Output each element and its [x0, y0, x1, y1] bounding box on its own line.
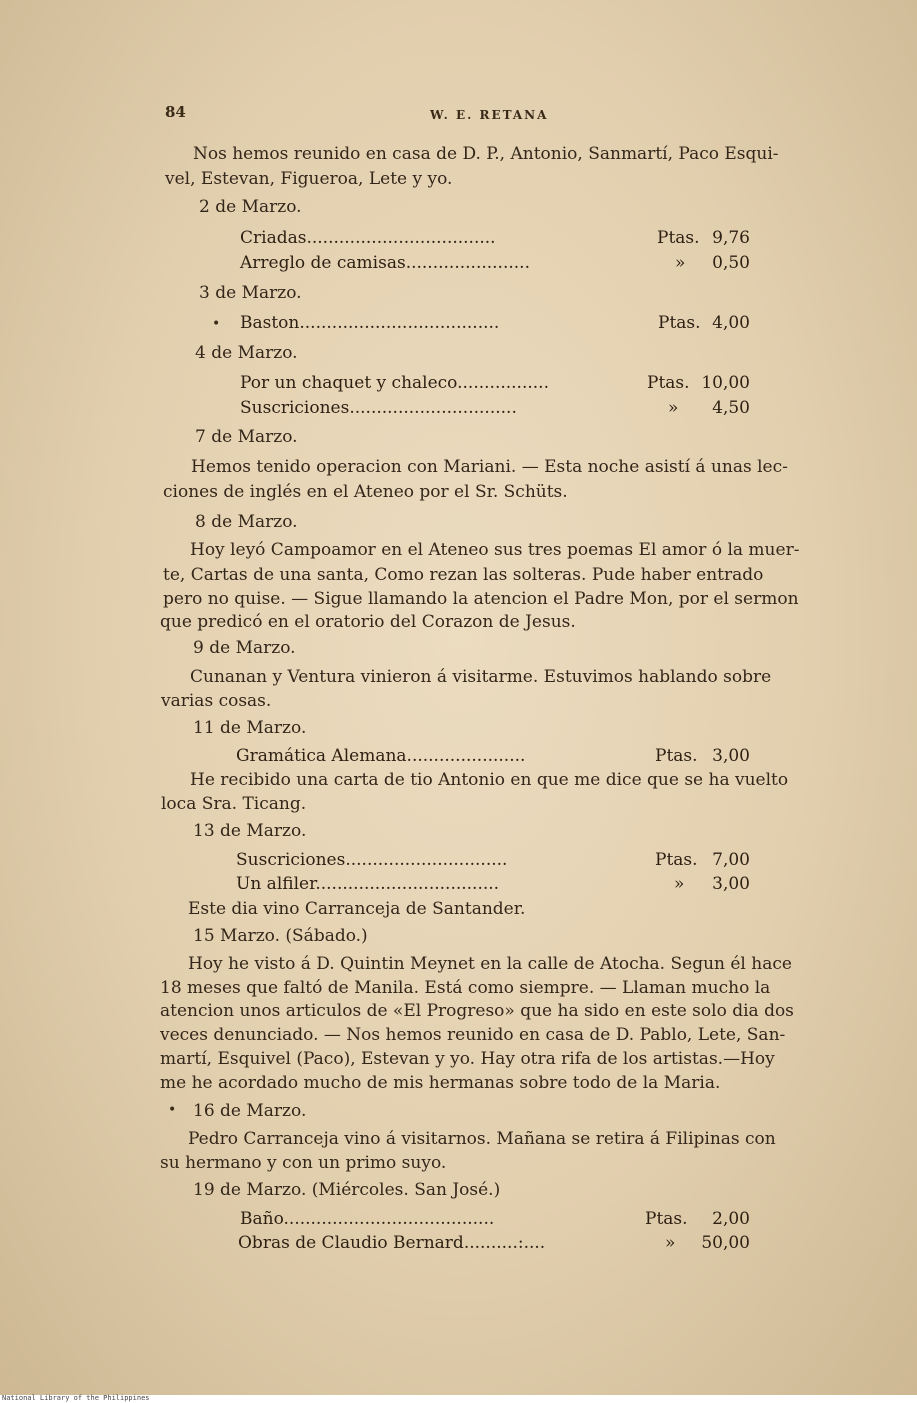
expense-item: Gramática Alemana...................... — [236, 746, 526, 766]
running-title: W. E. RETANA — [430, 108, 549, 122]
text-line: Hemos tenido operacion con Mariani. — Esta noche asistí á unas lec- — [191, 457, 788, 477]
text-line: loca Sra. Ticang. — [161, 794, 307, 814]
date-heading: 9 de Marzo. — [193, 638, 296, 658]
expense-amount: 9,76 — [712, 228, 750, 248]
expense-item: Por un chaquet y chaleco................. — [240, 373, 549, 393]
text-line: su hermano y con un primo suyo. — [160, 1153, 447, 1173]
expense-item: Un alfiler.................................. — [236, 874, 500, 894]
date-heading: 13 de Marzo. — [193, 821, 307, 841]
expense-currency: » — [665, 1233, 676, 1253]
text-line: Hoy he visto á D. Quintin Meynet en la calle de Atocha. Segun él hace — [188, 954, 792, 974]
expense-item: Obras de Claudio Bernard..........:.... — [238, 1233, 546, 1253]
expense-currency: Ptas. — [657, 228, 700, 248]
date-heading: 3 de Marzo. — [199, 283, 302, 303]
expense-currency: Ptas. — [655, 850, 698, 870]
expense-currency: Ptas. — [658, 313, 701, 333]
text-line: Este dia vino Carranceja de Santander. — [188, 899, 526, 919]
text-line: 18 meses que faltó de Manila. Está como siempre. — Llaman mucho la — [160, 978, 771, 998]
text-line: He recibido una carta de tio Antonio en que me dice que se ha vuelto — [190, 770, 789, 790]
margin-mark: • — [168, 1102, 177, 1118]
page-number: 84 — [165, 103, 186, 121]
expense-amount: 4,00 — [712, 313, 750, 333]
expense-item: Suscriciones.............................. — [236, 850, 508, 870]
expense-amount: 3,00 — [712, 746, 750, 766]
expense-item: Baston..................................... — [240, 313, 500, 333]
text-line: Hoy leyó Campoamor en el Ateneo sus tres poemas El amor ó la muer- — [190, 540, 800, 560]
expense-currency: Ptas. — [647, 373, 690, 393]
text-line: varias cosas. — [161, 691, 272, 711]
expense-item: Suscriciones............................... — [240, 398, 517, 418]
expense-amount: 4,50 — [712, 398, 750, 418]
date-heading: 11 de Marzo. — [193, 718, 307, 738]
text-line: atencion unos articulos de «El Progreso» que ha sido en este solo dia dos — [160, 1001, 794, 1021]
expense-item: Baño....................................... — [240, 1209, 495, 1229]
library-credit: National Library of the Philippines — [2, 1394, 150, 1402]
text-line: que predicó en el oratorio del Corazon de Jesus. — [160, 612, 576, 632]
date-heading: 15 Marzo. (Sábado.) — [193, 926, 368, 946]
expense-amount: 0,50 — [712, 253, 750, 273]
text-line: ciones de inglés en el Ateneo por el Sr. Schüts. — [163, 482, 568, 502]
expense-item: Arreglo de camisas....................... — [240, 253, 530, 273]
text-line: pero no quise. — Sigue llamando la atencion el Padre Mon, por el sermon — [163, 589, 799, 609]
expense-item: Criadas................................... — [240, 228, 496, 248]
margin-mark: • — [212, 316, 221, 332]
expense-amount: 7,00 — [712, 850, 750, 870]
text-line: Nos hemos reunido en casa de D. P., Antonio, Sanmartí, Paco Esqui- — [193, 144, 779, 164]
expense-amount: 10,00 — [701, 373, 750, 393]
date-heading: 7 de Marzo. — [195, 427, 298, 447]
expense-currency: Ptas. — [645, 1209, 688, 1229]
text-line: Pedro Carranceja vino á visitarnos. Mañana se retira á Filipinas con — [188, 1129, 776, 1149]
text-line: veces denunciado. — Nos hemos reunido en casa de D. Pablo, Lete, San- — [160, 1025, 786, 1045]
date-heading: 2 de Marzo. — [199, 197, 302, 217]
date-heading: 19 de Marzo. (Miércoles. San José.) — [193, 1180, 501, 1200]
expense-currency: » — [674, 874, 685, 894]
footer-strip — [0, 1395, 917, 1403]
expense-amount: 50,00 — [701, 1233, 750, 1253]
date-heading: 4 de Marzo. — [195, 343, 298, 363]
text-line: Cunanan y Ventura vinieron á visitarme. Estuvimos hablando sobre — [190, 667, 772, 687]
date-heading: 16 de Marzo. — [193, 1101, 307, 1121]
text-line: me he acordado mucho de mis hermanas sobre todo de la Maria. — [160, 1073, 721, 1093]
expense-amount: 3,00 — [712, 874, 750, 894]
expense-currency: » — [668, 398, 679, 418]
date-heading: 8 de Marzo. — [195, 512, 298, 532]
text-line: te, Cartas de una santa, Como rezan las solteras. Pude haber entrado — [163, 565, 764, 585]
text-line: vel, Estevan, Figueroa, Lete y yo. — [165, 169, 453, 189]
expense-amount: 2,00 — [712, 1209, 750, 1229]
expense-currency: » — [675, 253, 686, 273]
text-line: martí, Esquivel (Paco), Estevan y yo. Hay otra rifa de los artistas.—Hoy — [160, 1049, 775, 1069]
expense-currency: Ptas. — [655, 746, 698, 766]
